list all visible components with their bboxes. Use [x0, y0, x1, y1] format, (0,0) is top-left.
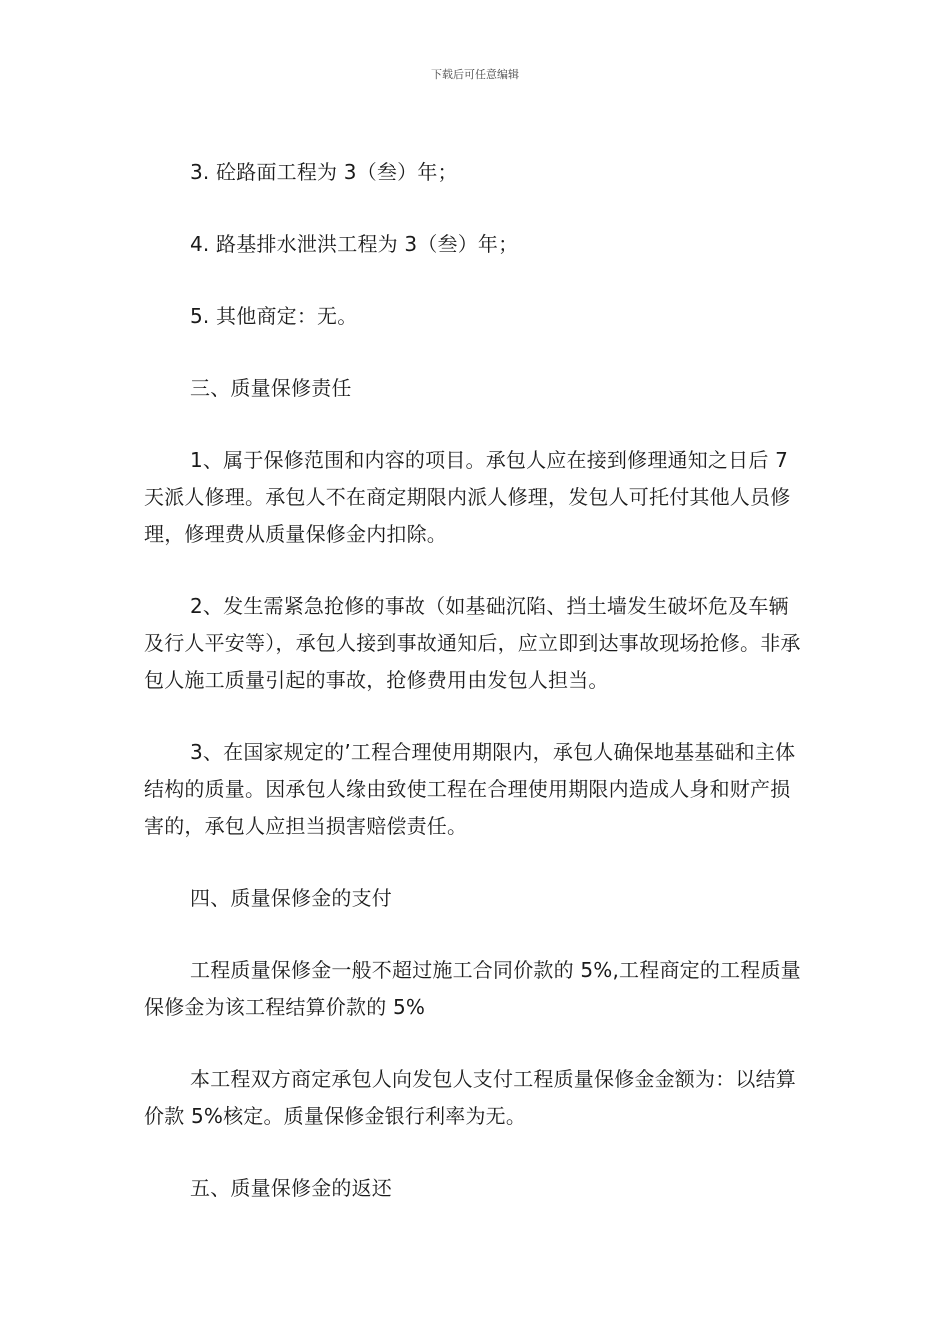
- deposit-payment-text-1: 工程质量保修金一般不超过施工合同价款的 5%,工程商定的工程质量保修金为该工程结算价款的 5%: [144, 958, 801, 1019]
- clause-5-other: 5. 其他商定：无。: [190, 304, 358, 328]
- document-body: [144, 154, 808, 1242]
- responsibility-item-3: 3、在国家规定的’工程合理使用期限内，承包人确保地基基础和主体结构的质量。因承包人缘由致使工程在合理使用期限内造成人身和财产损害的，承包人应担当损害赔偿责任。: [144, 740, 796, 838]
- section-heading-deposit-return: 五、质量保修金的返还: [190, 1176, 392, 1200]
- deposit-payment-text-2: 本工程双方商定承包人向发包人支付工程质量保修金金额为：以结算价款 5%核定。质量保修金银行利率为无。: [144, 1067, 796, 1128]
- responsibility-item-1: 1、属于保修范围和内容的项目。承包人应在接到修理通知之日后 7 天派人修理。承包人不在商定期限内派人修理，发包人可托付其他人员修理，修理费从质量保修金内扣除。: [144, 448, 791, 546]
- responsibility-item-2: 2、发生需紧急抢修的事故（如基础沉陷、挡土墙发生破坏危及车辆及行人平安等），承包人接到事故通知后，应立即到达事故现场抢修。非承包人施工质量引起的事故，抢修费用由发包人担当。: [144, 594, 801, 692]
- clause-3-concrete-road: 3. 砼路面工程为 3（叁）年；: [190, 160, 458, 184]
- page-header: 下载后可任意编辑: [431, 68, 519, 81]
- section-heading-warranty-responsibility: 三、质量保修责任: [190, 376, 352, 400]
- clause-4-drainage: 4. 路基排水泄洪工程为 3（叁）年；: [190, 232, 519, 256]
- section-heading-deposit-payment: 四、质量保修金的支付: [190, 886, 392, 910]
